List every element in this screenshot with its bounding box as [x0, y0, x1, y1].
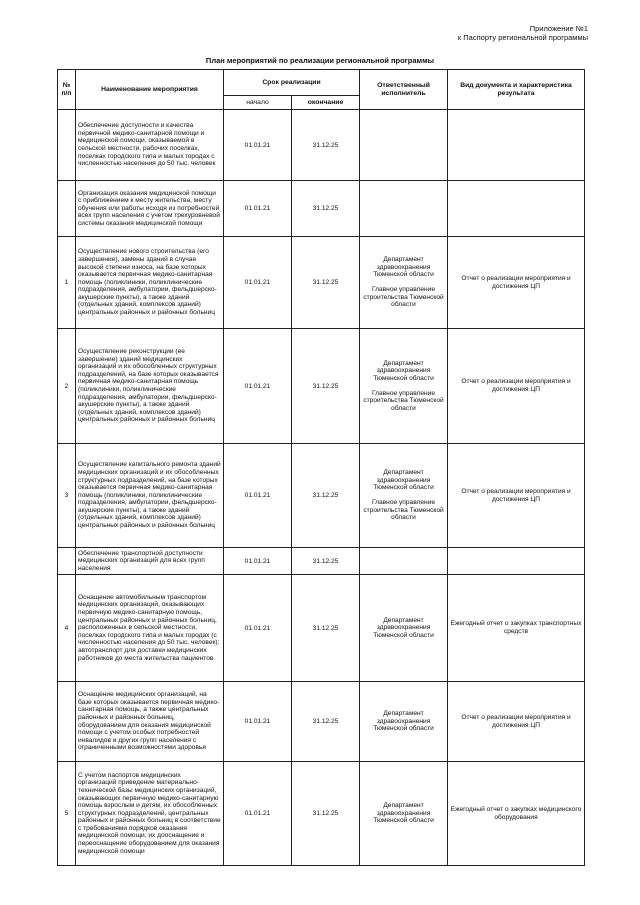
row-number — [58, 682, 76, 762]
header-period: Срок реализации — [224, 70, 360, 96]
end-date: 31.12.25 — [292, 237, 360, 329]
appendix-note — [458, 24, 588, 42]
executor-primary: Департамент здравоохранения Тюменской области — [373, 469, 434, 492]
end-date: 31.12.25 — [292, 682, 360, 762]
executor-cell — [360, 329, 448, 444]
executor-cell — [360, 444, 448, 548]
activity-name: Осуществление капитального ремонта зданий медицинских организаций и их обособленных структурных подразделений, на базе которых оказывается первичная медико-санитарная помощь (поликлиники, поликлинические подразделения, амбулатории, фельдшерско-акушерские пункты), а также зданий (отдельных зданий, комплексов зданий) центральных районных и районных больниц — [76, 444, 224, 548]
table-row — [58, 444, 585, 548]
executor-primary: Департамент здравоохранения Тюменской области — [373, 710, 434, 733]
row-number — [58, 110, 76, 181]
row-number: 3 — [58, 444, 76, 548]
header-name: Наименование мероприятия — [76, 70, 224, 110]
activity-name: Оснащение автомобильным транспортом медицинских организаций, оказывающих первичную медико-санитарную помощь, центральных районных и районных больниц, расположенных в сельской местности, поселках городского типа и малых городах (с численностью населения до 50 тыс. человек): автотранспорт для доставки медицинских работников до места жительства пациентов — [76, 575, 224, 682]
executor-cell — [360, 548, 448, 575]
row-number: 2 — [58, 329, 76, 444]
activity-name: Осуществление нового строительства (его завершение), замены зданий в случае высокой степени износа, на базе которых оказывается первичная медико-санитарная помощь (поликлиники, поликлинические подразделения, амбулатории, фельдшерско-акушерские пункты), а также зданий (отдельных зданий, комплексов зданий) центральных районных и районных больниц — [76, 237, 224, 329]
start-date: 01.01.21 — [224, 329, 292, 444]
table-row — [58, 682, 585, 762]
header-number: № п/п — [58, 70, 76, 110]
table-row — [58, 329, 585, 444]
result-document: Отчет о реализации мероприятия и достижения ЦП — [448, 237, 585, 329]
executor-spacer — [362, 492, 445, 499]
executor-primary: Департамент здравоохранения Тюменской области — [373, 256, 434, 279]
start-date: 01.01.21 — [224, 682, 292, 762]
table-row — [58, 110, 585, 181]
end-date: 31.12.25 — [292, 575, 360, 682]
activity-name: Обеспечение транспортной доступности медицинских организаций для всех групп населения — [76, 548, 224, 575]
executor-secondary: Главное управление строительства Тюменской области — [363, 286, 444, 309]
header-start: начало — [224, 96, 292, 110]
activities-table — [57, 69, 585, 866]
result-document — [448, 181, 585, 237]
result-document: Отчет о реализации мероприятия и достижения ЦП — [448, 329, 585, 444]
header-end: окончание — [292, 96, 360, 110]
end-date: 31.12.25 — [292, 110, 360, 181]
start-date: 01.01.21 — [224, 762, 292, 866]
activity-name: Обеспечение доступности и качества первичной медико-санитарной помощи и медицинской помощи, оказываемой в сельской местности, рабочих поселках, поселках городского типа и малых городах с численностью населения до 50 тыс. человек — [76, 110, 224, 181]
executor-primary: Департамент здравоохранения Тюменской области — [373, 802, 434, 825]
end-date: 31.12.25 — [292, 444, 360, 548]
activity-name: С учетом паспортов медицинских организаций приведение материально-технической базы медицинских организаций, оказывающих первичную медико-санитарную помощь взрослым и детям, их обособленных структурных подразделений, центральных районных и районных больниц в соответствие с требованиями порядков оказания медицинской помощи, их дооснащение и переоснащение оборудованием для оказания медицинской помощи — [76, 762, 224, 866]
result-document — [448, 110, 585, 181]
start-date: 01.01.21 — [224, 110, 292, 181]
executor-cell — [360, 181, 448, 237]
executor-primary: Департамент здравоохранения Тюменской области — [373, 359, 434, 382]
row-number: 1 — [58, 237, 76, 329]
table-row — [58, 181, 585, 237]
row-number: 5 — [58, 762, 76, 866]
table-row — [58, 548, 585, 575]
result-document: Отчет о реализации мероприятия и достижения ЦП — [448, 682, 585, 762]
executor-cell — [360, 575, 448, 682]
executor-cell — [360, 110, 448, 181]
header-executor: Ответственный исполнитель — [360, 70, 448, 110]
result-document: Отчет о реализации мероприятия и достижения ЦП — [448, 444, 585, 548]
row-number: 4 — [58, 575, 76, 682]
end-date: 31.12.25 — [292, 762, 360, 866]
document-title: План мероприятий по реализации региональной программы — [205, 56, 435, 65]
executor-cell — [360, 762, 448, 866]
table-row — [58, 762, 585, 866]
executor-cell — [360, 237, 448, 329]
appendix-line-1: Приложение №1 — [529, 24, 588, 33]
executor-spacer — [362, 279, 445, 286]
table-row — [58, 237, 585, 329]
activity-name: Осуществление реконструкции (ее завершение) зданий медицинских организаций и их обособленных структурных подразделений, на базе которых оказывается первичная медико-санитарная помощь (поликлиники, поликлинические подразделения, амбулатории, фельдшерско-акушерские пункты), а также зданий (отдельных зданий, комплексов зданий) центральных районных и районных больниц — [76, 329, 224, 444]
end-date: 31.12.25 — [292, 548, 360, 575]
executor-cell — [360, 682, 448, 762]
header-result: Вид документа и характеристика результата — [448, 70, 585, 110]
end-date: 31.12.25 — [292, 181, 360, 237]
result-document — [448, 548, 585, 575]
end-date: 31.12.25 — [292, 329, 360, 444]
row-number — [58, 548, 76, 575]
start-date: 01.01.21 — [224, 181, 292, 237]
result-document: Ежегодный отчет о закупках транспортных средств — [448, 575, 585, 682]
result-document: Ежегодный отчет о закупках медицинского оборудования — [448, 762, 585, 866]
executor-secondary: Главное управление строительства Тюменской области — [363, 499, 444, 522]
executor-secondary: Главное управление строительства Тюменской области — [363, 389, 444, 412]
executor-primary: Департамент здравоохранения Тюменской области — [373, 616, 434, 639]
table-body — [58, 110, 585, 866]
activity-name: Оснащение медицинских организаций, на базе которых оказывается первичная медико-санитарная помощь, а также центральных районных и районных больниц, оборудованием для оказания медицинской помощи с учетом особых потребностей инвалидов и других групп населения с ограниченными возможностями здоровья — [76, 682, 224, 762]
row-number — [58, 181, 76, 237]
table-row — [58, 575, 585, 682]
start-date: 01.01.21 — [224, 548, 292, 575]
start-date: 01.01.21 — [224, 237, 292, 329]
start-date: 01.01.21 — [224, 575, 292, 682]
start-date: 01.01.21 — [224, 444, 292, 548]
activity-name: Организация оказания медицинской помощи с приближением к месту жительства, месту обучения или работы исходя из потребностей всех групп населения с учетом трехуровневой системы оказания медицинской помощи — [76, 181, 224, 237]
appendix-line-2: к Паспорту региональной программы — [457, 33, 588, 42]
executor-spacer — [362, 383, 445, 390]
